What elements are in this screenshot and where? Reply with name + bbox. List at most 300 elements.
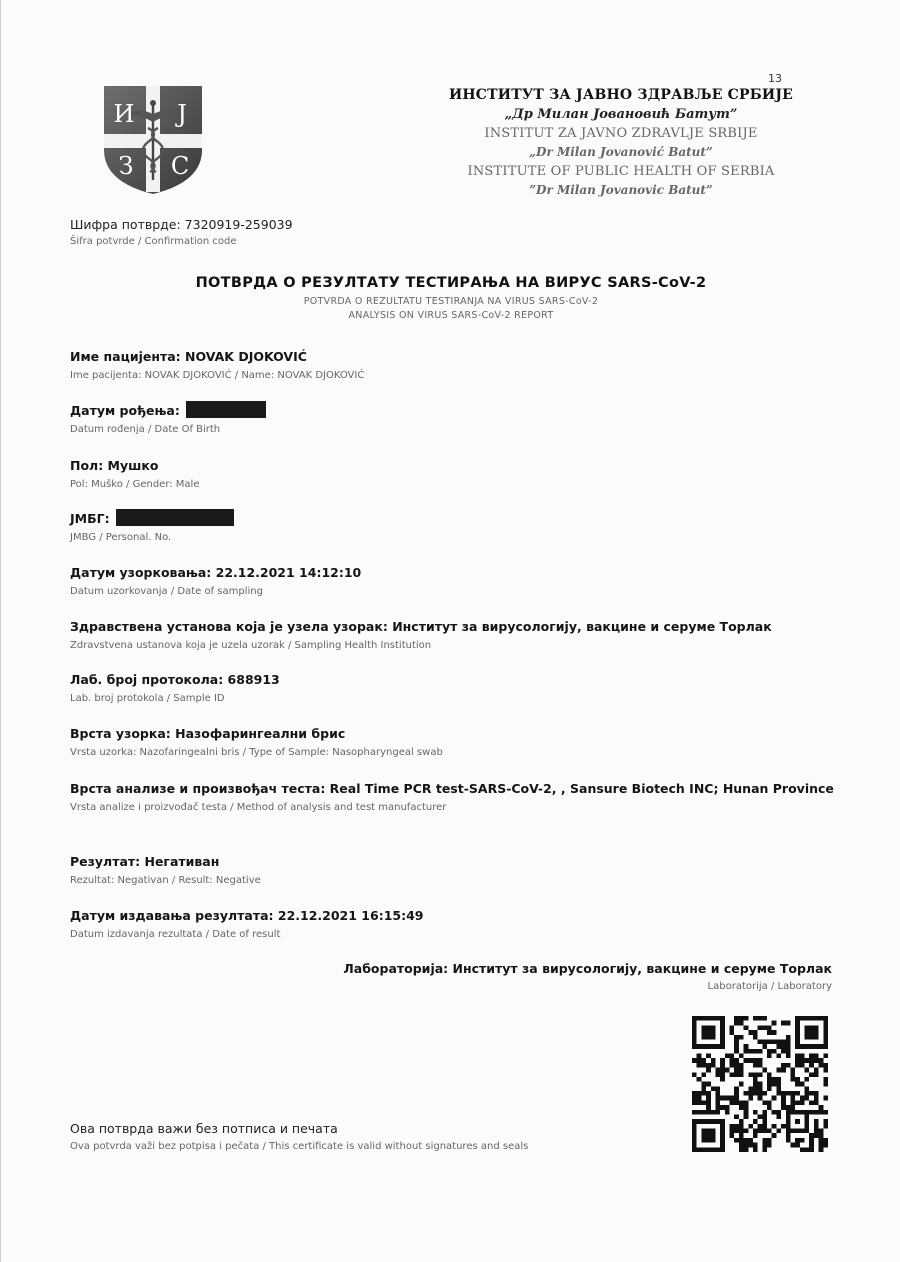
qr-module <box>762 1119 767 1124</box>
qr-module <box>739 1133 744 1138</box>
qr-module <box>758 1091 763 1096</box>
qr-module <box>800 1054 805 1059</box>
qr-module <box>823 1082 828 1087</box>
field-caption: Datum izdavanja rezultata / Date of result <box>70 929 281 940</box>
qr-module <box>715 1068 720 1073</box>
qr-module <box>809 1100 814 1105</box>
field-main <box>70 509 840 528</box>
qr-module <box>715 1091 720 1096</box>
qr-module <box>739 1147 744 1152</box>
qr-module <box>781 1039 786 1044</box>
qr-module <box>767 1129 772 1134</box>
qr-module <box>734 1096 739 1101</box>
qr-module <box>725 1096 730 1101</box>
institute-name-latin: INSTITUT ZA JAVNO ZDRAVLJE SRBIJE <box>484 126 758 141</box>
qr-module <box>744 1105 749 1110</box>
qr-module <box>767 1138 772 1143</box>
qr-module <box>753 1049 758 1054</box>
qr-module <box>767 1100 772 1105</box>
field-caption: Ime pacijenta: NOVAK DJOKOVIĆ / Name: NOVAK DJOKOVIĆ <box>70 370 365 381</box>
qr-module <box>730 1133 735 1138</box>
qr-module <box>795 1091 800 1096</box>
qr-module <box>786 1105 791 1110</box>
title-english: ANALYSIS ON VIRUS SARS-CoV-2 REPORT <box>348 310 554 321</box>
field-patient-name <box>70 348 840 381</box>
qr-module <box>790 1072 795 1077</box>
qr-module <box>758 1129 763 1134</box>
qr-module <box>744 1138 749 1143</box>
qr-module <box>772 1039 777 1044</box>
qr-module <box>781 1063 786 1068</box>
qr-module <box>767 1077 772 1082</box>
qr-module <box>767 1025 772 1030</box>
qr-module <box>762 1044 767 1049</box>
qr-module <box>692 1100 697 1105</box>
qr-module <box>744 1016 749 1021</box>
qr-module <box>739 1105 744 1110</box>
qr-module <box>720 1105 725 1110</box>
qr-module <box>701 1058 706 1063</box>
qr-module <box>706 1082 711 1087</box>
qr-module <box>762 1100 767 1105</box>
laboratory-caption: Laboratorija / Laboratory <box>707 981 832 992</box>
qr-module <box>809 1063 814 1068</box>
qr-module <box>805 1086 810 1091</box>
qr-module <box>790 1143 795 1148</box>
qr-module <box>739 1119 744 1124</box>
qr-module <box>819 1063 824 1068</box>
qr-module <box>762 1114 767 1119</box>
qr-module <box>767 1086 772 1091</box>
field-caption: Vrsta analize i proizvođač testa / Method of analysis and test manufacturer <box>70 802 447 813</box>
field-caption: Lab. broj protokola / Sample ID <box>70 693 225 704</box>
qr-module <box>800 1063 805 1068</box>
qr-module <box>734 1063 739 1068</box>
qr-module <box>748 1049 753 1054</box>
qr-module <box>819 1129 824 1134</box>
qr-module <box>692 1110 697 1115</box>
qr-module <box>730 1096 735 1101</box>
qr-module <box>734 1049 739 1054</box>
qr-module <box>767 1143 772 1148</box>
qr-module <box>748 1086 753 1091</box>
qr-module <box>819 1138 824 1143</box>
qr-module <box>739 1082 744 1087</box>
qr-module <box>701 1025 715 1039</box>
qr-module <box>692 1091 697 1096</box>
qr-module <box>744 1025 749 1030</box>
qr-module <box>814 1096 819 1101</box>
qr-module <box>814 1110 819 1115</box>
qr-module <box>715 1110 720 1115</box>
qr-module <box>739 1035 744 1040</box>
qr-module <box>730 1058 735 1063</box>
qr-module <box>744 1100 749 1105</box>
qr-module <box>795 1058 800 1063</box>
qr-module <box>762 1138 767 1143</box>
qr-module <box>767 1072 772 1077</box>
institute-logo <box>102 84 204 196</box>
qr-module <box>758 1063 763 1068</box>
qr-module <box>819 1133 824 1138</box>
qr-module <box>701 1129 715 1143</box>
qr-module <box>715 1100 720 1105</box>
qr-module <box>734 1039 739 1044</box>
qr-module <box>748 1058 753 1063</box>
qr-module <box>781 1105 786 1110</box>
qr-module <box>744 1058 749 1063</box>
qr-module <box>800 1082 805 1087</box>
qr-module <box>776 1039 781 1044</box>
institute-dedication-latin: „Dr Milan Jovanović Batut” <box>529 145 713 159</box>
institute-name-english: INSTITUTE OF PUBLIC HEALTH OF SERBIA <box>467 164 775 179</box>
qr-module <box>814 1068 819 1073</box>
qr-module <box>814 1129 819 1134</box>
field-caption: Zdravstvena ustanova koja je uzela uzorak / Sampling Health Institution <box>70 640 432 651</box>
qr-module <box>753 1030 758 1035</box>
validity-note <box>70 1121 528 1152</box>
confirmation-code <box>70 217 293 247</box>
field-caption: Datum uzorkovanja / Date of sampling <box>70 586 263 597</box>
qr-module <box>814 1124 819 1129</box>
qr-module <box>758 1025 763 1030</box>
redaction-bar <box>186 401 266 418</box>
qr-module <box>767 1030 772 1035</box>
qr-module <box>734 1044 739 1049</box>
qr-module <box>753 1091 758 1096</box>
qr-module <box>786 1138 791 1143</box>
qr-module <box>753 1016 758 1021</box>
qr-module <box>697 1091 702 1096</box>
qr-module <box>753 1143 758 1148</box>
logo-letter: З <box>118 152 134 180</box>
qr-module <box>730 1100 735 1105</box>
qr-module <box>720 1077 725 1082</box>
field-sampling-date <box>70 564 840 597</box>
field-sampling-institution <box>70 618 840 651</box>
qr-module <box>725 1105 730 1110</box>
qr-module <box>819 1105 824 1110</box>
qr-module <box>809 1138 814 1143</box>
logo-letter: И <box>113 100 135 128</box>
qr-module <box>772 1049 777 1054</box>
qr-module <box>697 1110 702 1115</box>
document-title <box>1 275 900 321</box>
qr-module <box>800 1096 805 1101</box>
field-caption: Pol: Muško / Gender: Male <box>70 479 200 490</box>
qr-module <box>758 1082 763 1087</box>
qr-module <box>734 1035 739 1040</box>
field-main: Пол: Мушко <box>70 458 159 473</box>
qr-module <box>767 1082 772 1087</box>
qr-module <box>809 1072 814 1077</box>
qr-module <box>748 1096 753 1101</box>
qr-module <box>753 1147 758 1152</box>
qr-module <box>711 1058 716 1063</box>
qr-module <box>748 1091 753 1096</box>
qr-module <box>805 1058 810 1063</box>
field-protocol-number <box>70 671 840 704</box>
qr-module <box>701 1110 706 1115</box>
qr-module <box>776 1077 781 1082</box>
qr-module <box>753 1063 758 1068</box>
qr-module <box>823 1068 828 1073</box>
qr-module <box>814 1100 819 1105</box>
qr-module <box>701 1086 706 1091</box>
qr-module <box>809 1133 814 1138</box>
qr-module <box>734 1021 739 1026</box>
qr-module <box>730 1063 735 1068</box>
redaction-bar <box>116 509 234 526</box>
qr-module <box>767 1105 772 1110</box>
logo-letter: Ј <box>177 100 187 128</box>
qr-module <box>781 1044 786 1049</box>
qr-module <box>772 1096 777 1101</box>
qr-module <box>758 1086 763 1091</box>
qr-module <box>706 1054 711 1059</box>
qr-module <box>758 1039 763 1044</box>
qr-module <box>823 1077 828 1082</box>
field-caption: Vrsta uzorka: Nazofaringealni bris / Type of Sample: Nasopharyngeal swab <box>70 747 443 758</box>
qr-module <box>753 1082 758 1087</box>
field-caption: Rezultat: Negativan / Result: Negative <box>70 875 261 886</box>
qr-module <box>823 1063 828 1068</box>
qr-module <box>790 1068 795 1073</box>
qr-module <box>786 1133 791 1138</box>
qr-module <box>776 1091 781 1096</box>
qr-module <box>739 1068 744 1073</box>
qr-module <box>739 1100 744 1105</box>
field-main: Здравствена установа која је узела узорак: Институт за вирусологију, вакцине и серуме Торлак <box>70 619 772 634</box>
field-main: Врста анализе и произвођач теста: Real Time PCR test-SARS-CoV-2, , Sansure Biotech INC; Hunan Province <box>70 781 834 796</box>
field-result <box>70 853 840 886</box>
qr-module <box>744 1147 749 1152</box>
qr-module <box>706 1100 711 1105</box>
qr-module <box>744 1044 749 1049</box>
qr-module <box>753 1072 758 1077</box>
qr-module <box>767 1049 772 1054</box>
qr-module <box>739 1072 744 1077</box>
qr-module <box>772 1021 777 1026</box>
qr-module <box>795 1054 800 1059</box>
qr-module <box>706 1110 711 1115</box>
confirmation-code-caption: Šifra potvrde / Confirmation code <box>70 236 237 247</box>
qr-module <box>795 1138 800 1143</box>
qr-module <box>819 1058 824 1063</box>
qr-module <box>753 1110 758 1115</box>
institute-header <box>421 86 821 200</box>
qr-module <box>762 1147 767 1152</box>
title-cyrillic: ПОТВРДА О РЕЗУЛТАТУ ТЕСТИРАЊА НА ВИРУС SARS-CoV-2 <box>195 275 707 291</box>
qr-module <box>786 1063 791 1068</box>
qr-module <box>734 1086 739 1091</box>
qr-module <box>814 1058 819 1063</box>
qr-module <box>805 1147 810 1152</box>
qr-module <box>809 1143 814 1148</box>
qr-module <box>697 1054 702 1059</box>
qr-module <box>753 1035 758 1040</box>
qr-module <box>744 1143 749 1148</box>
qr-module <box>823 1054 828 1059</box>
qr-module <box>734 1091 739 1096</box>
qr-module <box>758 1124 763 1129</box>
page-number: 13 <box>768 72 782 85</box>
qr-module <box>795 1082 800 1087</box>
qr-module <box>758 1096 763 1101</box>
qr-module <box>758 1072 763 1077</box>
qr-module <box>753 1133 758 1138</box>
qr-module <box>776 1129 781 1134</box>
qr-module <box>800 1100 805 1105</box>
qr-module <box>692 1072 697 1077</box>
qr-module <box>725 1068 730 1073</box>
institute-name-cyrillic: ИНСТИТУТ ЗА ЈАВНО ЗДРАВЉЕ СРБИЈЕ <box>448 87 794 103</box>
qr-module <box>762 1016 767 1021</box>
qr-module <box>795 1100 800 1105</box>
field-main: Име пацијента: NOVAK DJOKOVIĆ <box>70 349 307 364</box>
qr-module <box>762 1143 767 1148</box>
qr-module <box>790 1091 795 1096</box>
qr-module <box>730 1030 735 1035</box>
qr-module <box>776 1110 781 1115</box>
qr-module <box>800 1058 805 1063</box>
qr-module <box>711 1086 716 1091</box>
qr-module <box>809 1110 814 1115</box>
field-main: Датум издавања резултата: 22.12.2021 16:15:49 <box>70 908 424 923</box>
qr-module <box>781 1091 786 1096</box>
qr-module <box>776 1054 781 1059</box>
qr-module <box>795 1143 800 1148</box>
qr-module <box>734 1100 739 1105</box>
qr-module <box>734 1072 739 1077</box>
qr-module <box>734 1058 739 1063</box>
qr-module <box>772 1124 777 1129</box>
qr-module <box>739 1129 744 1134</box>
qr-module <box>809 1147 814 1152</box>
validity-note-caption: Ova potvrda važi bez potpisa i pečata / This certificate is valid without signatures and seals <box>70 1141 529 1152</box>
qr-module <box>823 1110 828 1115</box>
field-caption: Datum rođenja / Date Of Birth <box>70 424 221 435</box>
qr-module <box>762 1110 767 1115</box>
qr-module <box>781 1124 786 1129</box>
validity-note-cyrillic: Ова потврда важи без потписа и печата <box>70 1121 338 1136</box>
qr-module <box>706 1096 711 1101</box>
qr-module <box>734 1138 739 1143</box>
qr-module <box>701 1072 706 1077</box>
qr-module <box>748 1030 753 1035</box>
qr-module <box>739 1054 744 1059</box>
qr-module <box>753 1129 758 1134</box>
qr-module <box>734 1016 739 1021</box>
field-date-of-birth <box>70 401 840 435</box>
qr-module <box>734 1068 739 1073</box>
qr-module <box>706 1068 711 1073</box>
qr-module <box>776 1082 781 1087</box>
qr-module <box>734 1114 739 1119</box>
field-analysis-method <box>70 780 840 813</box>
qr-module <box>692 1058 697 1063</box>
qr-module <box>819 1147 824 1152</box>
qr-module <box>697 1100 702 1105</box>
qr-module <box>781 1068 786 1073</box>
qr-module <box>781 1049 786 1054</box>
qr-module <box>753 1086 758 1091</box>
qr-module <box>739 1016 744 1021</box>
field-gender <box>70 457 840 490</box>
qr-module <box>823 1138 828 1143</box>
qr-module <box>762 1129 767 1134</box>
qr-module <box>720 1096 725 1101</box>
qr-module <box>781 1100 786 1105</box>
qr-module <box>772 1030 777 1035</box>
qr-module <box>786 1091 791 1096</box>
qr-module <box>753 1119 758 1124</box>
qr-module <box>739 1143 744 1148</box>
qr-module <box>697 1063 702 1068</box>
qr-module <box>809 1054 814 1059</box>
qr-module <box>809 1058 814 1063</box>
qr-module <box>744 1110 749 1115</box>
logo-letter: С <box>170 152 190 180</box>
qr-module <box>725 1110 730 1115</box>
qr-module <box>697 1096 702 1101</box>
qr-module <box>739 1063 744 1068</box>
qr-module <box>720 1063 725 1068</box>
field-label: ЈМБГ: <box>70 511 110 526</box>
institute-dedication-english: ”Dr Milan Jovanovic Batut” <box>529 183 713 197</box>
field-main <box>70 401 840 420</box>
qr-module <box>762 1091 767 1096</box>
qr-module <box>786 1039 791 1044</box>
qr-module <box>823 1119 828 1124</box>
qr-module <box>748 1138 753 1143</box>
qr-module <box>781 1021 786 1026</box>
qr-module <box>730 1129 735 1134</box>
qr-module <box>715 1096 720 1101</box>
qr-module <box>776 1044 781 1049</box>
qr-module <box>730 1025 735 1030</box>
qr-module <box>819 1110 824 1115</box>
qr-module <box>744 1114 749 1119</box>
qr-module <box>814 1072 819 1077</box>
qr-module <box>730 1124 735 1129</box>
qr-module <box>790 1077 795 1082</box>
qr-module <box>739 1138 744 1143</box>
qr-module <box>805 1068 810 1073</box>
field-sample-type <box>70 725 840 758</box>
qr-module <box>790 1100 795 1105</box>
qr-module <box>795 1119 800 1124</box>
qr-module <box>706 1091 711 1096</box>
title-latin: POTVRDA O REZULTATU TESTIRANJA NA VIRUS SARS-CoV-2 <box>303 296 599 307</box>
qr-module <box>701 1082 706 1087</box>
qr-module <box>697 1077 702 1082</box>
qr-module <box>739 1021 744 1026</box>
qr-module <box>753 1077 758 1082</box>
field-main: Резултат: Негативан <box>70 854 220 869</box>
qr-module <box>697 1058 702 1063</box>
qr-module <box>706 1105 711 1110</box>
laboratory <box>343 961 832 992</box>
qr-module <box>790 1105 795 1110</box>
qr-module <box>715 1105 720 1110</box>
field-result-date <box>70 907 840 940</box>
field-main: Врста узорка: Назофарингеални брис <box>70 726 346 741</box>
qr-module <box>795 1077 800 1082</box>
qr-module <box>805 1096 810 1101</box>
qr-module <box>744 1091 749 1096</box>
qr-module <box>762 1025 767 1030</box>
